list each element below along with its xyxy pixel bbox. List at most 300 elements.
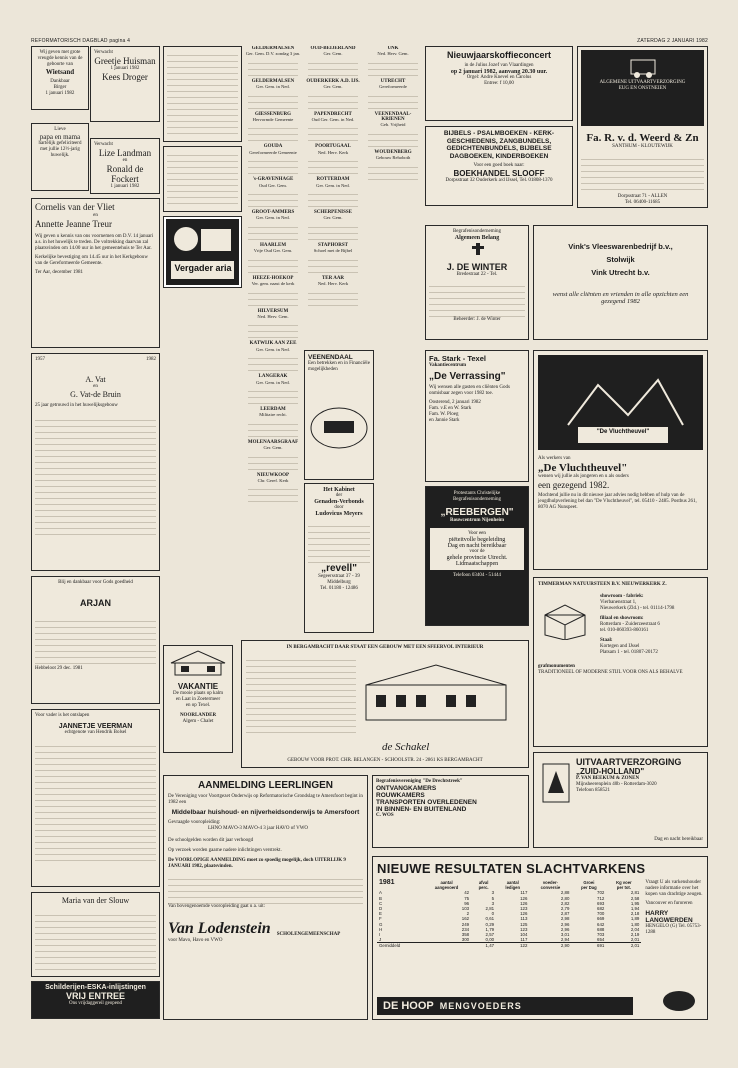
ad-slachtvarkens	[372, 856, 708, 1020]
table-cell: 249	[461, 921, 470, 927]
table-cell: 1,89	[630, 916, 640, 922]
ad-line: Protestants Christelijke	[453, 491, 501, 496]
results-table-wrap	[377, 880, 641, 949]
ad-line: TRADITIONEEL OF MODERNE STIJL VOOR ONS ALS BEHALVE	[538, 670, 683, 675]
ad-line: Entree: f 10,00	[484, 81, 514, 86]
table-cell	[422, 943, 471, 949]
notice-text: Birger	[53, 85, 67, 90]
notice-text: Verwacht	[94, 142, 113, 147]
notice-text: 25 jaar getrouwd in het huwelijksgebouw	[35, 403, 118, 408]
ad-line: Het Kabinet	[323, 487, 355, 493]
church-service-item	[244, 473, 302, 503]
church-place: LEERDAM	[260, 406, 286, 412]
ad-line: Dorpsstraat 32 Ouderkerk a/d IJssel, Tel. 01808-1370	[445, 178, 553, 183]
ad-line: en op Texel.	[185, 703, 211, 708]
ad-line: Orgel: Andre Knevel en Carolus	[466, 75, 532, 80]
church-service-item	[244, 243, 302, 273]
table-cell: 0	[491, 911, 495, 917]
church-body-lines	[308, 156, 358, 174]
ad-line: De VOORLOPIGE AANMELDING moet zo spoedig mogelijk, doch UITERLIJK 9 JANUARI 1982, plaatsvinden.	[168, 858, 346, 869]
ad-line: wensen wij jullie als jongeren en u als ouders	[538, 474, 629, 479]
table-cell: 1,47	[485, 943, 495, 949]
ad-weerd	[577, 46, 708, 208]
church-congregation: Oud Ger. Gem.	[258, 182, 288, 188]
ad-line: Fam. W. Ploeg	[429, 412, 459, 417]
table-row-total	[377, 943, 641, 949]
ad-line: en Laat in Zoetermeer	[175, 697, 221, 702]
church-place: MOLENAARSGRAAF	[247, 439, 299, 445]
ad-vluchtheuvel-name: „De Vluchtheuvel"	[538, 462, 628, 474]
ad-vluchtheuvel-label: "De Vluchtheuvel"	[596, 429, 650, 435]
ad-line: Genaden-Verbonds	[314, 499, 364, 505]
ad-line: Rouwcentrum Nijenheim	[449, 518, 505, 523]
ad-line: ALGEMENE UITVAARTVERZORGING	[599, 80, 686, 85]
ad-drechtstreek	[372, 775, 529, 848]
chalet-icon	[167, 649, 229, 677]
page-header-left: REFORMATORISCH DAGBLAD pagina 4	[31, 38, 131, 44]
church-body-lines	[248, 484, 298, 502]
ad-line: Tel. 06400-11685	[624, 200, 661, 205]
table-cell: 2,18	[630, 911, 640, 917]
ad-body-lines	[308, 521, 370, 563]
church-service-item	[244, 440, 302, 470]
ad-line: Bredestraat 22 - Tel.	[456, 272, 498, 277]
ad-line: Vierbanenstraat 1,	[600, 600, 637, 605]
notice-name: Ronald de Fockert	[106, 164, 144, 184]
church-body-lines	[248, 91, 298, 109]
notice-slouw	[31, 892, 160, 977]
ad-line: Vancouver en furoreren	[645, 901, 693, 906]
ad-vink-name2: Vink Utrecht b.v.	[591, 268, 650, 277]
notice-text: met jullie 12½-jarig	[40, 147, 80, 152]
notice-text: en	[93, 213, 98, 218]
ad-line: op 2 januari 1982, aanvang 20.30 uur.	[450, 69, 548, 75]
table-cell: 1,79	[485, 926, 495, 932]
church-congregation: Gereformeerde Gemeente	[249, 149, 297, 155]
notice-text: Lieve	[54, 127, 66, 132]
notice-landman	[90, 138, 160, 194]
church-body-lines	[248, 222, 298, 240]
ad-vergader-name: Vergader aria	[174, 263, 232, 273]
notice-text: papa en mama	[39, 133, 81, 141]
ad-hoop-banner	[377, 997, 633, 1015]
ad-reebergen-body	[430, 528, 524, 570]
church-congregation: Geb. Vrijheid	[380, 122, 406, 128]
table-cell: C	[379, 900, 383, 906]
ad-timmerman-title: TIMMERMAN NATUURSTEEN B.V. NIEUWERKERK Z.	[538, 582, 667, 587]
notice-small-b	[163, 146, 242, 212]
ad-line: Rotterdam - Zuiderzeestraat 6	[600, 622, 660, 627]
table-cell: 2,81	[485, 906, 495, 912]
ad-schilderijen	[31, 981, 160, 1019]
cross-icon	[429, 241, 527, 257]
church-place: HAARLEM	[259, 242, 287, 248]
church-congregation: Gebouw Rehoboth	[375, 155, 411, 161]
church-place: GELDERMALSEN	[251, 78, 295, 84]
ad-uitvaart	[533, 752, 708, 848]
ad-line: De mooie plaats op kalm	[173, 691, 223, 696]
ad-line: Wij wensen alle gasten en cliënten Gods onmisbaar zegen voor 1982 toe.	[429, 385, 510, 396]
notice-lange	[31, 123, 89, 191]
notice-text: 1957	[35, 357, 45, 362]
ad-veenendaal-title: VEENENDAAL	[308, 354, 353, 361]
table-cell: 2,81	[630, 890, 640, 896]
ad-line: Kortegen and IJssel	[600, 644, 640, 649]
ad-aanmelding	[163, 775, 368, 1020]
notice-body-lines	[35, 616, 156, 666]
notice-text: Hebbeloot 29 dec. 1981	[35, 666, 83, 671]
notice-name: Wietsand	[45, 68, 75, 76]
ad-line: Platsam 1 - tel. 01807-20172	[600, 650, 658, 655]
ad-aanmelding-school: Van Lodenstein	[168, 920, 271, 937]
results-table	[377, 880, 641, 949]
table-cell: G	[379, 921, 383, 927]
ad-vluchtheuvel	[533, 350, 708, 570]
notice-text: Ter Aar, december 1981	[35, 270, 84, 275]
table-header: perc.	[478, 885, 489, 891]
table-cell: 2,58	[630, 895, 640, 901]
table-cell: 113	[520, 916, 528, 922]
ad-line: Begrafenisvereniging "De Drechtstreek"	[376, 779, 463, 784]
church-place: NIEUWKOOP	[256, 472, 290, 478]
church-place: SCHERPENISSE	[313, 210, 353, 216]
ad-line: Algemeen Belang	[454, 235, 500, 241]
church-column-1	[244, 46, 302, 638]
church-service-item	[304, 210, 362, 240]
church-body-lines	[248, 353, 298, 371]
notice-text: 1982	[146, 357, 156, 362]
notice-name: Kees Droger	[102, 72, 148, 82]
ad-line: TRANSPORTEN OVERLEDENEN	[376, 799, 477, 806]
table-cell: 2,01	[630, 943, 640, 949]
table-cell: 2,80	[560, 895, 570, 901]
ad-line: Een betrekken en in Financiële mogelijkheden	[308, 361, 370, 372]
church-body-lines	[308, 91, 358, 109]
notice-text: huwelijk.	[50, 153, 70, 158]
ad-line: Vakantiecentrum	[429, 363, 467, 368]
ad-kabinet	[304, 483, 374, 633]
church-congregation: Ger. Gem. in Ned.	[316, 182, 350, 188]
church-service-item	[304, 243, 362, 273]
ad-vink-wish: wenst alle cliënten en vrienden in alle opzichten een gezegend 1982	[552, 291, 689, 305]
church-column-2	[304, 46, 362, 386]
ad-line: SCHOLENGEMEENSCHAP	[276, 932, 341, 937]
ad-line: Middelbaar huishoud- en nijverheidsonderwijs te Amersfoort	[171, 809, 360, 816]
church-body-lines	[248, 452, 298, 470]
notice-text: Dankbaar	[50, 79, 70, 84]
church-place: KATWIJK AAN ZEE	[249, 341, 297, 347]
church-congregation: Schoel met de Bijbel	[313, 248, 353, 254]
table-cell: 104	[520, 932, 528, 938]
table-header: voeder-	[542, 880, 558, 885]
ad-line: VRIJ ENTREE	[65, 991, 125, 1001]
notice-text: echtgenote van Hendrik Bolsel	[64, 730, 127, 735]
notice-huisman	[90, 46, 160, 122]
ad-line: Telefoon 03404 - 51444	[452, 573, 502, 578]
church-body-lines	[248, 288, 298, 306]
table-cell: 126	[520, 900, 528, 906]
school-building-icon	[356, 655, 516, 735]
church-service-item	[244, 407, 302, 437]
notice-name: Greetje Huisman	[94, 56, 156, 66]
ad-line: Tel. 01180 - 12486	[320, 586, 358, 591]
table-header: aangevoerd	[434, 885, 459, 891]
church-body-lines	[308, 255, 358, 273]
table-cell: 3	[491, 900, 495, 906]
ad-line: Mijnsheerenplein 40b - Rotterdam-3020	[576, 782, 657, 787]
table-cell: 682	[597, 906, 605, 912]
ad-line: Segeersstraat 37 - 39	[318, 574, 360, 579]
ad-line: Begrafenisonderneming	[452, 497, 502, 502]
ad-hoop-name: DE HOOP	[383, 1000, 434, 1012]
church-congregation: Ger. Gem. in Ned.	[256, 379, 290, 385]
ad-line: en Jannie Stark	[429, 418, 460, 423]
table-cell: 123	[520, 926, 528, 932]
church-service-item	[244, 341, 302, 371]
table-header: conversie	[540, 885, 561, 891]
notice-body-lines	[35, 910, 156, 970]
ad-line: der	[335, 493, 343, 498]
table-cell: 2,96	[560, 926, 570, 932]
table-header: aantal	[440, 880, 453, 885]
church-body-lines	[248, 58, 298, 76]
ad-vakantie-title: VAKANTIE	[177, 682, 219, 691]
notice-text: Blij en dankbaar voor Gods goedheid	[58, 580, 133, 585]
notice-text: Wij geven u kennis van ons voornemen om D.V. 14 januari a.s. in het huwelijk te treden. De voltrekking daarvan zal plaatsvinden om 14.00 uur in het gemeentehuis te Ter Aar.	[35, 234, 154, 251]
notice-vliet	[31, 198, 160, 348]
ad-nieuwjaar	[425, 46, 573, 121]
table-header: ledigen	[505, 885, 521, 891]
ad-line: een gezegend 1982.	[538, 480, 610, 490]
ad-line: voor Mavo, Havo en VWO	[168, 938, 223, 943]
church-place: POORTUGAAL	[315, 144, 351, 150]
results-table-body	[377, 890, 641, 948]
ad-line: Dag en nacht bereikbaar	[654, 837, 703, 842]
table-cell: 700	[597, 911, 605, 917]
ad-line: filiaal en showroom:	[600, 616, 644, 621]
ad-stark	[425, 350, 529, 482]
church-congregation: Ger. Gem. D.V. zondag 3 jan.	[245, 51, 301, 57]
ad-line: Van bovengenoemde vooropleiding gaat u a. uit:	[168, 904, 266, 909]
church-congregation: Ned. Herv. Gem.	[377, 51, 409, 57]
church-congregation: Ger. Gem. in Ned.	[256, 215, 290, 221]
notice-body-lines	[167, 50, 238, 138]
church-body-lines	[248, 189, 298, 207]
hearse-icon	[628, 54, 658, 80]
table-cell: 654	[597, 937, 605, 943]
wagon-icon	[308, 403, 370, 453]
church-congregation: Ger. Gem. in Ned.	[256, 84, 290, 90]
church-congregation: Chr. Geref. Kerk	[257, 477, 289, 483]
notice-text: 1 januari 1982	[45, 91, 75, 96]
ad-line: C. WOS	[376, 813, 394, 818]
ad-winter-name: J. DE WINTER	[446, 262, 508, 272]
church-place: LANGERAK	[258, 374, 288, 380]
table-cell: E	[379, 911, 382, 917]
church-place: OUD-BEIJERLAND	[310, 46, 356, 51]
ad-line: in de Julius Jozef van Vlaardingen	[464, 63, 534, 68]
table-cell: 234	[461, 926, 470, 932]
church-body-lines	[308, 123, 358, 141]
ad-line: grafmonumenten	[538, 664, 575, 669]
page-header-right: ZATERDAG 2 JANUARI 1982	[637, 38, 708, 44]
notice-text: Wij geven met grote	[39, 50, 81, 55]
ad-line: GEBOUW VOOR PROT. CHR. BELANGEN - SCHOOLSTR. 24 - 2861 KS BERGAMBACHT	[287, 758, 483, 763]
notice-text: vreugde kennis van de	[37, 56, 83, 61]
church-service-item	[364, 46, 422, 76]
ad-line: SANTHUM - KLOUTEWIJK	[612, 144, 673, 149]
notice-text: 1 januari 1982	[110, 184, 140, 189]
table-cell: 123	[520, 906, 528, 912]
table-cell: Gemiddeld	[379, 943, 401, 949]
table-header: Kg voer	[616, 880, 632, 885]
table-cell: 642	[597, 921, 605, 927]
ad-line: Ludovicus Meyers	[315, 511, 363, 517]
table-header: aantal	[506, 880, 519, 885]
ad-line: door	[334, 505, 344, 510]
ad-line: Oosterend, 2 januari 1982	[429, 400, 481, 405]
notice-text: hartelijk gefeliciteerd	[38, 141, 82, 146]
ad-line: De Vereniging voor Voortgezet Onderwijs op Reformatorische Grondslag te Amersfoort begint in 1982 een	[168, 794, 363, 805]
ad-vink-name: Vink's Vleeswarenbedrijf b.v.,	[568, 242, 673, 251]
table-cell: 122	[520, 943, 528, 949]
ad-aanmelding-title: AANMELDING LEERLINGEN	[198, 780, 333, 791]
church-service-item	[244, 177, 302, 207]
church-congregation: Gereformeerde	[379, 84, 407, 90]
notice-name: Lize Landman	[98, 148, 152, 158]
church-body-lines	[368, 162, 418, 180]
table-cell: 117	[520, 890, 528, 896]
ad-line: Schilderijen-ESKA-inlijstingen	[45, 984, 146, 991]
church-service-item	[244, 374, 302, 404]
notice-name: A. Vat	[85, 375, 106, 384]
table-cell: 2	[466, 911, 470, 917]
church-body-lines	[248, 419, 298, 437]
ad-line: Staal:	[600, 638, 613, 643]
ad-line: LHNO MAVO-3 MAVO-4 3 jaar HAVO of VWO	[208, 826, 309, 831]
ad-bergambacht	[241, 640, 529, 768]
table-cell: 42	[464, 890, 470, 896]
table-cell: 96	[464, 900, 470, 906]
table-cell: 2,88	[560, 890, 570, 896]
ad-bijbels-title: BIJBELS - PSALMBOEKEN - KERK-GESCHIEDENIS, ZANGBUNDELS, GEDICHTENBUNDELS, BIJBELSE DAGBOEKEN, KINDERBOEKEN	[443, 130, 555, 160]
ad-kabinet-name: „revell"	[321, 563, 357, 574]
table-cell: 117	[520, 937, 528, 943]
table-cell: 358	[461, 932, 470, 938]
church-place: ROTTERDAM	[316, 177, 350, 183]
notice-wijm	[31, 46, 89, 110]
church-service-item	[304, 177, 362, 207]
church-column-3	[364, 46, 422, 236]
church-body-lines	[248, 156, 298, 174]
table-cell: 0,00	[485, 937, 495, 943]
ad-line: HARRY LANGWERDEN	[645, 910, 693, 924]
church-body-lines	[248, 386, 298, 404]
church-congregation: Ger. Gem.	[323, 84, 343, 90]
table-cell: A	[379, 890, 382, 896]
notice-name: JANNETJE VEERMAN	[58, 723, 133, 730]
ad-hoop-sub: MENGVOEDERS	[439, 1001, 522, 1011]
ad-line: piëteitvolle begeleiding	[448, 537, 506, 543]
ad-line: HENGELO (G) Tel. 05753-1288	[645, 924, 702, 935]
table-cell: 5	[491, 895, 495, 901]
pig-logo-icon	[659, 985, 699, 1015]
notice-name: ARJAN	[79, 598, 111, 608]
church-place: GELDERMALSEN	[251, 46, 295, 51]
church-body-lines	[308, 58, 358, 76]
table-cell: 2,79	[560, 906, 570, 912]
church-place: VEENENDAAL-KRIENEN	[374, 111, 412, 123]
church-service-item	[244, 46, 302, 76]
church-body-lines	[308, 189, 358, 207]
church-service-item	[244, 79, 302, 109]
vergader-logo-icon	[166, 219, 239, 285]
notice-text: 1 januari 1982	[110, 66, 140, 71]
church-congregation: Ger. Gem. in Ned.	[256, 346, 290, 352]
table-cell: 0,29	[485, 921, 495, 927]
church-place: OUDERKERK A.D. IJS.	[306, 78, 360, 84]
notice-bruin	[31, 353, 160, 571]
ad-bijbels	[425, 126, 573, 206]
church-place: GROOT-AMMERS	[251, 210, 295, 216]
ad-line: showroom - fabriek:	[600, 594, 644, 599]
ad-line: De schoolgelden worden dit jaar verhoogd	[168, 838, 254, 843]
church-place: 's-GRAVENHAGE	[252, 177, 294, 183]
building-icon	[538, 355, 705, 450]
church-service-item	[244, 112, 302, 142]
church-body-lines	[368, 58, 418, 76]
ad-vergader	[163, 216, 242, 288]
ad-line: Middelburg	[327, 580, 351, 585]
church-congregation: Ger. Gem.	[263, 445, 283, 451]
ad-line: Telefoon 858521	[576, 788, 610, 793]
ad-line: Op verzoek worden gaarne nadere inlichtingen verstrekt.	[168, 848, 282, 853]
church-place: GOUDA	[263, 144, 283, 150]
ad-line: Voor een	[468, 531, 486, 536]
ad-line: ONTVANGKAMERS	[376, 785, 437, 792]
ad-line: Voor een goed boek naar:	[473, 163, 525, 168]
table-header: per tot.	[616, 885, 631, 891]
church-service-item	[364, 79, 422, 109]
ad-line: P. VAN BEEKUM & ZONEN	[576, 776, 640, 781]
table-cell: B	[379, 895, 382, 901]
table-cell: 2,57	[485, 932, 495, 938]
notice-jannetje	[31, 709, 160, 887]
church-service-item	[304, 276, 362, 306]
table-cell: 2,98	[560, 916, 570, 922]
table-cell: 75	[464, 895, 470, 901]
table-cell: F	[379, 916, 382, 922]
church-congregation: Ver. gem. naast de kerk	[251, 281, 295, 287]
table-cell: 2,90	[560, 943, 570, 949]
church-congregation: Militaire recht.	[259, 412, 287, 418]
ad-line: voor de	[469, 549, 485, 554]
church-service-item	[304, 144, 362, 174]
church-service-item	[244, 210, 302, 240]
results-side	[641, 880, 703, 949]
ad-uitvaart-name: „ZUID-HOLLAND"	[576, 767, 645, 776]
church-body-lines	[248, 255, 298, 273]
church-body-lines	[248, 320, 298, 338]
dove-icon	[542, 763, 570, 803]
church-service-item	[304, 79, 362, 109]
church-place: HEEZE-HOEKOP	[252, 275, 294, 281]
table-cell: 669	[597, 916, 605, 922]
ad-bijbels-name: BOEKHANDEL SLOOFF	[453, 169, 545, 178]
ad-line: Ons vrijdaggereil geopend	[68, 1001, 123, 1006]
ad-nieuwjaar-title: Nieuwjaarskoffieconcert	[446, 50, 552, 60]
notice-small-a	[163, 46, 242, 142]
